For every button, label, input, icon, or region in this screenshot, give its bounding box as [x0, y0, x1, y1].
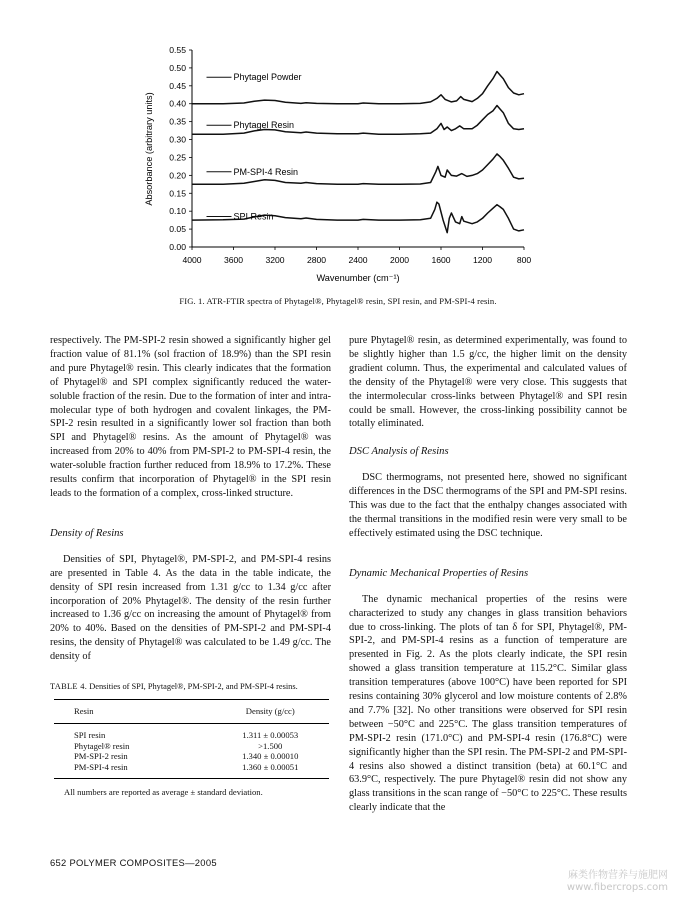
chart-axes [169, 45, 531, 265]
watermark-line: 麻类作物营养与施肥网 [568, 870, 668, 881]
table-cell-resin: PM-SPI-2 resin [74, 751, 128, 762]
table-title [50, 682, 331, 693]
table-row [54, 741, 329, 751]
x-tick-label: 2400 [348, 255, 368, 265]
body-paragraph: Densities of SPI, Phytagel®, PM-SPI-2, and PM-SPI-4 resins are presented in Table 4. As the data in the table indicate, the density of SPI resin increased from 1.31 g/cc to 1.34 g/cc after incorporation of 20% Phytagel®. The density of the resin further increased to 1.36 g/cc on increasing the amount of Phytagel® from 20% to 40%. Based on the densities of PM-SPI-2 and PM-SPI-4 resins, the density of Phytagel® was calculated to be 1.49 g/cc. The density of [50, 553, 331, 663]
body-paragraph: respectively. The PM-SPI-2 resin showed a significantly higher gel fraction value of 81.1% (sol fraction of 18.9%) than the SPI resin and pure Phytagel® resin. This clearly indicates that the formation of Phytagel® and SPI complex significantly reduced the water-soluble fraction of the resin. Due to the formation of inter and intra-molecular type of both hydrogen and covalent linkages, the PM-SPI-2 resin resulted in a significantly lower sol fraction than both SPI and Phytagel® resins. As the amount of Phytagel® was increased from 20% to 40% from PM-SPI-2 to PM-SPI-4 resin, the water-soluble fraction further reduced from 18.9% to 17.2%. These results confirm that incorporation of Phytagel® in the SPI resin leads to the formation of a complex, cross-linked structure. [50, 335, 331, 499]
body-paragraph: pure Phytagel® resin, as determined experimentally, was found to be slightly higher than 1.5 g/cc, the higher limit on the density gradient column. Thus, the experimental and calculated values of the density of the Phytagel® were very close. This suggests that the intermolecular cross-links between Phytagel® and SPI resin could be small. However, the cross-linking possibility cannot be totally eliminated. [349, 335, 627, 430]
table-cell-density: 1.311 ± 0.00053 [242, 730, 299, 741]
table-cell-density: 1.360 ± 0.00051 [242, 761, 299, 772]
table-row [54, 751, 329, 761]
table-cell-resin: PM-SPI-4 resin [74, 761, 128, 772]
spectra-layer [192, 72, 524, 233]
y-tick-label: 0.55 [169, 45, 186, 55]
right-column [349, 334, 627, 815]
ftir-figure [0, 0, 676, 295]
y-tick-label: 0.25 [169, 152, 186, 163]
x-tick-label: 2800 [306, 255, 327, 265]
table-cell-resin: Phytagel® resin [74, 740, 130, 751]
table-cell-density: >1.500 [258, 740, 283, 751]
y-tick-label: 0.35 [169, 116, 186, 127]
table-label: TABLE 4. [50, 682, 88, 692]
x-tick-label: 3600 [223, 255, 244, 265]
section-heading-dma: Dynamic Mechanical Properties of Resins [349, 567, 529, 579]
watermark [567, 870, 668, 894]
x-tick-label: 1600 [431, 255, 451, 265]
series-label: PM-SPI-4 Resin [233, 166, 299, 177]
table-header-density: Density (g/cc) [245, 705, 295, 716]
series-label: Phytagel Powder [233, 72, 302, 83]
y-tick-label: 0.50 [169, 62, 186, 73]
left-column [50, 334, 331, 800]
page-number: 652 [50, 857, 67, 868]
y-tick-label: 0.20 [169, 170, 186, 181]
x-axis-label: Wavenumber (cm⁻¹) [316, 273, 400, 283]
x-tick-label: 3200 [265, 255, 285, 265]
table-row [54, 724, 329, 741]
journal-name: POLYMER COMPOSITES—2005 [69, 857, 217, 868]
series-label: SPI Resin [233, 211, 274, 222]
watermark-line: www.fibercrops.com [566, 882, 668, 893]
y-tick-label: 0.40 [169, 98, 186, 109]
table-row [54, 762, 329, 779]
x-tick-label: 1200 [472, 255, 493, 265]
table-cell-density: 1.340 ± 0.00010 [242, 751, 299, 762]
section-heading-density: Density of Resins [50, 527, 124, 539]
density-table [54, 699, 329, 780]
x-tick-label: 4000 [182, 255, 202, 265]
body-paragraph: DSC thermograms, not presented here, showed no significant differences in the DSC thermograms of the SPI and PM-SPI resins. This was due to the fact that the enthalpy changes associated with the thermal transitions in the modified resin were very small to be effectively estimated using the DSC technique. [349, 472, 627, 539]
y-tick-label: 0.15 [169, 188, 186, 199]
y-axis-label: Absorbance (arbitrary units) [144, 92, 154, 206]
y-tick-label: 0.10 [169, 206, 186, 217]
table-header-resin: Resin [74, 705, 94, 716]
x-tick-label: 800 [516, 255, 532, 265]
y-tick-label: 0.30 [169, 134, 186, 145]
table-cell-resin: SPI resin [74, 730, 106, 741]
y-tick-label: 0.00 [169, 242, 186, 252]
table-caption-text: Densities of SPI, Phytagel®, PM-SPI-2, and PM-SPI-4 resins. [89, 682, 298, 692]
x-tick-label: 2000 [389, 255, 410, 265]
page-footer [50, 857, 217, 868]
series-label: Phytagel Resin [233, 120, 295, 131]
section-heading-dsc: DSC Analysis of Resins [349, 446, 449, 458]
table-note: All numbers are reported as average ± standard deviation. [64, 787, 263, 798]
y-tick-label: 0.05 [169, 224, 186, 235]
figure-caption: FIG. 1. ATR-FTIR spectra of Phytagel®, Phytagel® resin, SPI resin, and PM-SPI-4 resin. [179, 296, 497, 306]
body-paragraph: The dynamic mechanical properties of the resins were characterized to study any changes in glass transition behaviors due to cross-linking. The plots of tan δ for SPI, Phytagel®, PM-SPI-2, and PM-SPI-4 resins as a function of temperature are presented in Fig. 2. As the plots clearly indicate, the SPI resin showed a glass transition temperature at 115.2°C. Similar glass transition temperatures (above 100°C) have been reported for SPI resins containing 30% glycerol and low moisture contents of 2.8% and 7.7% [32]. No other transitions were observed for SPI resin between −50°C and 225°C. The glass transition temperatures of PM-SPI-2 resin (171.0°C) and PM-SPI-4 resin (176.8°C) were significantly higher than the SPI resin. The PM-SPI-2 and PM-SPI-4 resins also showed a distinct transition (beta) at 60.1°C and 63.9°C, respectively. The pure Phytagel® resin did not show any glass transitions in the scan range of −50°C to 225°C. These results clearly indicate that the [349, 593, 627, 814]
y-tick-label: 0.45 [169, 80, 186, 91]
